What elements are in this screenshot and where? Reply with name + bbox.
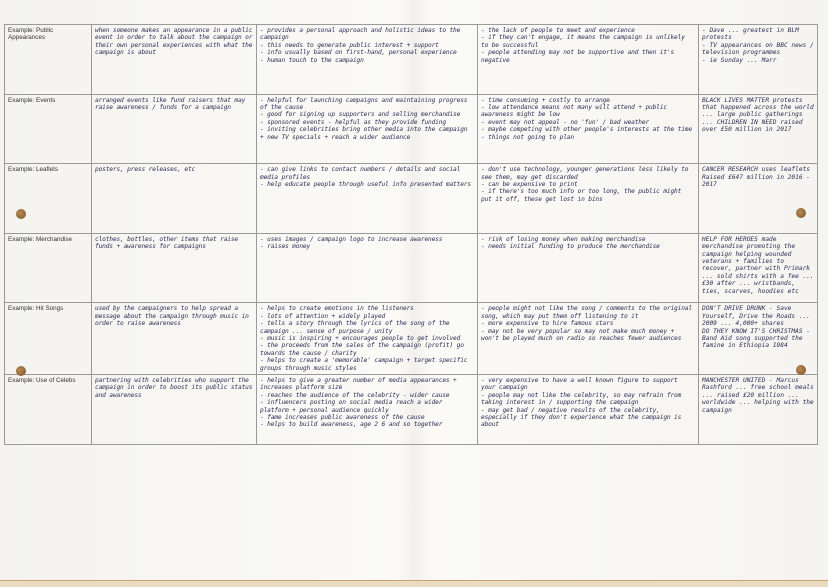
disadvantages-cell: - the lack of people to meet and experience - if they can't engage, it means the campaign is unlikely to be successful - people attending may not be supportive and then it's negative — [481, 27, 685, 64]
row-label: Example: Leaflets — [5, 164, 92, 234]
example-cell: MANCHESTER UNITED - Marcus Rashford ... free school meals ... raised £20 million ... worldwide ... helping with the campaign — [702, 377, 814, 414]
row-label: Example: Merchandise — [5, 233, 92, 303]
table-row-hit-songs — [5, 303, 818, 375]
example-cell: CANCER RESEARCH uses leaflets Raised £647 million in 2016 - 2017 — [702, 166, 811, 188]
description-cell: posters, press releases, etc — [95, 166, 196, 174]
table-row-public-appearances — [5, 25, 818, 95]
advantages-cell: - helps to create emotions in the listeners - lots of attention + widely played - tells a story through the lyrics of the song of the campaign ... sense of purpose / unity - music is inspiring + encourages people to get involved - the proceeds from the sales of the campaign (profit) go towards the cause / charity - helps to create a 'memorable' campaign + target specific groups through music styles — [260, 305, 468, 372]
description-cell: partnering with celebrities who support the campaign in order to boost its public status and awareness — [95, 377, 253, 399]
disadvantages-cell: - time consuming + costly to arrange - low attendance means not many will attend + public awareness might be low - event may not appeal - no 'fun' / bad weather - maybe competing with other people's interests at the time - things not going to plan — [481, 96, 692, 141]
table-row-leaflets — [5, 164, 818, 234]
description-cell: used by the campaigners to help spread a message about the campaign through music in order to raise awareness — [95, 305, 249, 328]
punch-hole-right-bottom — [796, 365, 806, 375]
punch-hole-left-bottom — [16, 366, 26, 376]
campaign-methods-table — [4, 24, 818, 445]
advantages-cell: - helps to give a greater number of media appearances + increases platform size - reaches the audience of the celebrity - wider cause - influencers posting on social media reach a wider platform + personal audience quickly - fame increases public awareness of the cause - helps to build awareness, age 2 6 and so together — [260, 377, 457, 429]
disadvantages-cell: - people might not like the song / comments to the original song, which may put them off listening to it - more expensive to hire famous stars - may not be very popular so may not make much money + won't be played much on radio so reaches fewer audiences — [481, 305, 692, 342]
advantages-cell: - can give links to contact numbers / details and social media profiles - help educate people through useful info presented matters — [260, 166, 471, 188]
description-cell: arranged events like fund raisers that may raise awareness / funds for a campaign — [95, 96, 246, 111]
table-row-events — [5, 94, 818, 164]
punch-hole-left-top — [16, 209, 26, 219]
advantages-cell: - provides a personal approach and holistic ideas to the campaign - this needs to generate public interest + support - info usually based on first-hand, personal experience - human touch to the campaign — [260, 27, 461, 64]
row-label: Example: Use of Celebs — [5, 375, 92, 445]
advantages-cell: - helpful for launching campaigns and maintaining progress of the cause - good for signing up supporters and selling merchandise - sponsored events - helpful as they provide funding - inviting celebrities bring other media into the campaign + new TV specials + reach a wider audience — [260, 96, 468, 141]
description-cell: clothes, bottles, other items that raise funds + awareness for campaigns — [95, 235, 239, 251]
description-cell: when someone makes an appearance in a public event in order to talk about the campaign or their own personal experiences with what the campaign is about — [95, 27, 253, 57]
disadvantages-cell: - risk of losing money when making merchandise - needs initial funding to produce the merchandise — [481, 235, 660, 251]
disadvantages-cell: - very expensive to have a well known figure to support your campaign - people may not like the celebrity, so may refrain from taking interest in / supporting the campaign - may get bad / negative results of the celebrity, especially if they don't experience what the campaign is about — [481, 377, 682, 429]
punch-hole-right-top — [796, 208, 806, 218]
example-cell: - Dave ... greatest in BLM protests - TV appearances on BBC news / television programmes - ie Sunday ... Marr — [702, 27, 814, 64]
disadvantages-cell: - don't use technology, younger generations less likely to see them, may get discarded - can be expensive to print - if there's too much info or too long, the public might put it off, these get lost in bins — [481, 166, 689, 203]
table-row-merchandise — [5, 233, 818, 303]
row-label: Example: Public Appearances — [5, 25, 92, 95]
example-cell: DON'T DRIVE DRUNK - Save Yourself, Drive the Roads ... 2009 ... 4,000+ shares DO THEY KNOW IT'S CHRISTMAS - Band Aid song supported the famine in Ethiopia 1984 — [702, 305, 811, 350]
advantages-cell: - uses images / campaign logo to increase awareness - raises money — [260, 235, 443, 251]
table-row-use-of-celebs — [5, 375, 818, 445]
row-label: Example: Events — [5, 94, 92, 164]
example-cell: HELP FOR HEROES made merchandise promoting the campaign helping wounded veterans + families to recover, partner with Primark ... sold shirts with a fee ... £30 after ... wristbands, ties, scarves, hoodies etc — [702, 235, 814, 295]
example-cell: BLACK LIVES MATTER protests that happened across the world ... large public gatherings ... CHILDREN IN NEED raised over £50 million in 2017 — [702, 96, 814, 134]
row-label: Example: Hit Songs — [5, 303, 92, 375]
